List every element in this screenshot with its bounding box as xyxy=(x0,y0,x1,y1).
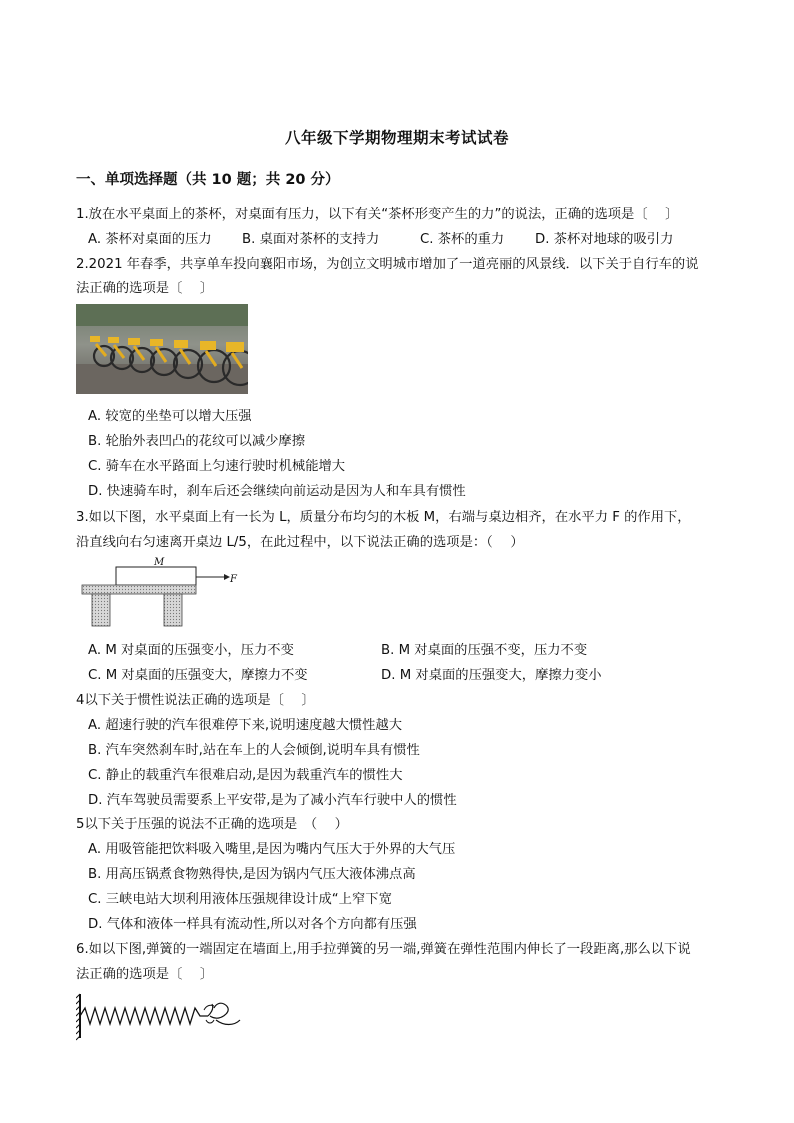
bicycles-photo xyxy=(76,304,248,394)
q4-option-a: A. 超速行驶的汽车很难停下来,说明速度越大惯性越大 xyxy=(88,718,403,733)
q3-option-b: B. M 对桌面的压强不变，压力不变 xyxy=(381,643,588,658)
q5-option-d: D. 气体和液体一样具有流动性,所以对各个方向都有压强 xyxy=(88,917,417,932)
q4-stem: 4以下关于惯性说法正确的选项是〔 〕 xyxy=(76,693,315,708)
q6-stem-line1: 6.如以下图,弹簧的一端固定在墙面上,用手拉弹簧的另一端,弹簧在弹性范围内伸长了一段距离,那么以下说 xyxy=(76,942,691,957)
q5-option-c: C. 三峡电站大坝利用液体压强规律设计成“上窄下宽 xyxy=(88,892,392,907)
q2-stem-line1: 2.2021 年春季，共享单车投向襄阳市场，为创立文明城市增加了一道亮丽的风景线．以下关于自行车的说 xyxy=(76,257,699,272)
page-title: 八年级下学期物理期末考试试卷 xyxy=(284,129,509,147)
figure-label-m: M xyxy=(154,557,165,568)
q5-option-b: B. 用高压锅煮食物熟得快,是因为锅内气压大液体沸点高 xyxy=(88,867,416,882)
section-heading: 一、单项选择题（共 10 题；共 20 分） xyxy=(76,172,340,188)
spring-wall-diagram xyxy=(76,990,246,1042)
q4-option-c: C. 静止的载重汽车很难启动,是因为载重汽车的惯性大 xyxy=(88,768,403,783)
q5-option-a: A. 用吸管能把饮料吸入嘴里,是因为嘴内气压大于外界的大气压 xyxy=(88,842,456,857)
q6-stem-line2: 法正确的选项是〔 〕 xyxy=(76,967,214,982)
board-on-table-diagram xyxy=(76,555,246,630)
q1-option-b: B. 桌面对茶杯的支持力 xyxy=(242,232,380,247)
q2-option-c: C. 骑车在水平路面上匀速行驶时机械能增大 xyxy=(88,459,346,474)
q3-stem-line1: 3.如以下图，水平桌面上有一长为 L，质量分布均匀的木板 M，右端与桌边相齐，在水平力 F 的作用下， xyxy=(76,510,691,525)
q2-option-a: A. 较宽的坐垫可以增大压强 xyxy=(88,409,252,424)
q3-option-c: C. M 对桌面的压强变大，摩擦力不变 xyxy=(88,668,308,683)
q4-option-d: D. 汽车驾驶员需要系上平安带,是为了减小汽车行驶中人的惯性 xyxy=(88,793,457,808)
q5-stem: 5以下关于压强的说法不正确的选项是 （ ） xyxy=(76,817,348,832)
q1-stem: 1.放在水平桌面上的茶杯，对桌面有压力，以下有关“茶杯形变产生的力”的说法，正确的选项是〔 〕 xyxy=(76,207,679,222)
q1-option-a: A. 茶杯对桌面的压力 xyxy=(88,232,212,247)
figure-label-f: F xyxy=(230,574,237,585)
q1-option-d: D. 茶杯对地球的吸引力 xyxy=(535,232,674,247)
q3-option-d: D. M 对桌面的压强变大，摩擦力变小 xyxy=(381,668,602,683)
q2-option-b: B. 轮胎外表凹凸的花纹可以减少摩擦 xyxy=(88,434,306,449)
q1-option-c: C. 茶杯的重力 xyxy=(420,232,505,247)
q3-option-a: A. M 对桌面的压强变小，压力不变 xyxy=(88,643,294,658)
q2-option-d: D. 快速骑车时，刹车后还会继续向前运动是因为人和车具有惯性 xyxy=(88,484,466,499)
q2-stem-line2: 法正确的选项是〔 〕 xyxy=(76,281,214,296)
q4-option-b: B. 汽车突然刹车时,站在车上的人会倾倒,说明车具有惯性 xyxy=(88,743,420,758)
q3-stem-line2: 沿直线向右匀速离开桌边 L/5，在此过程中，以下说法正确的选项是：（ ） xyxy=(76,535,524,550)
